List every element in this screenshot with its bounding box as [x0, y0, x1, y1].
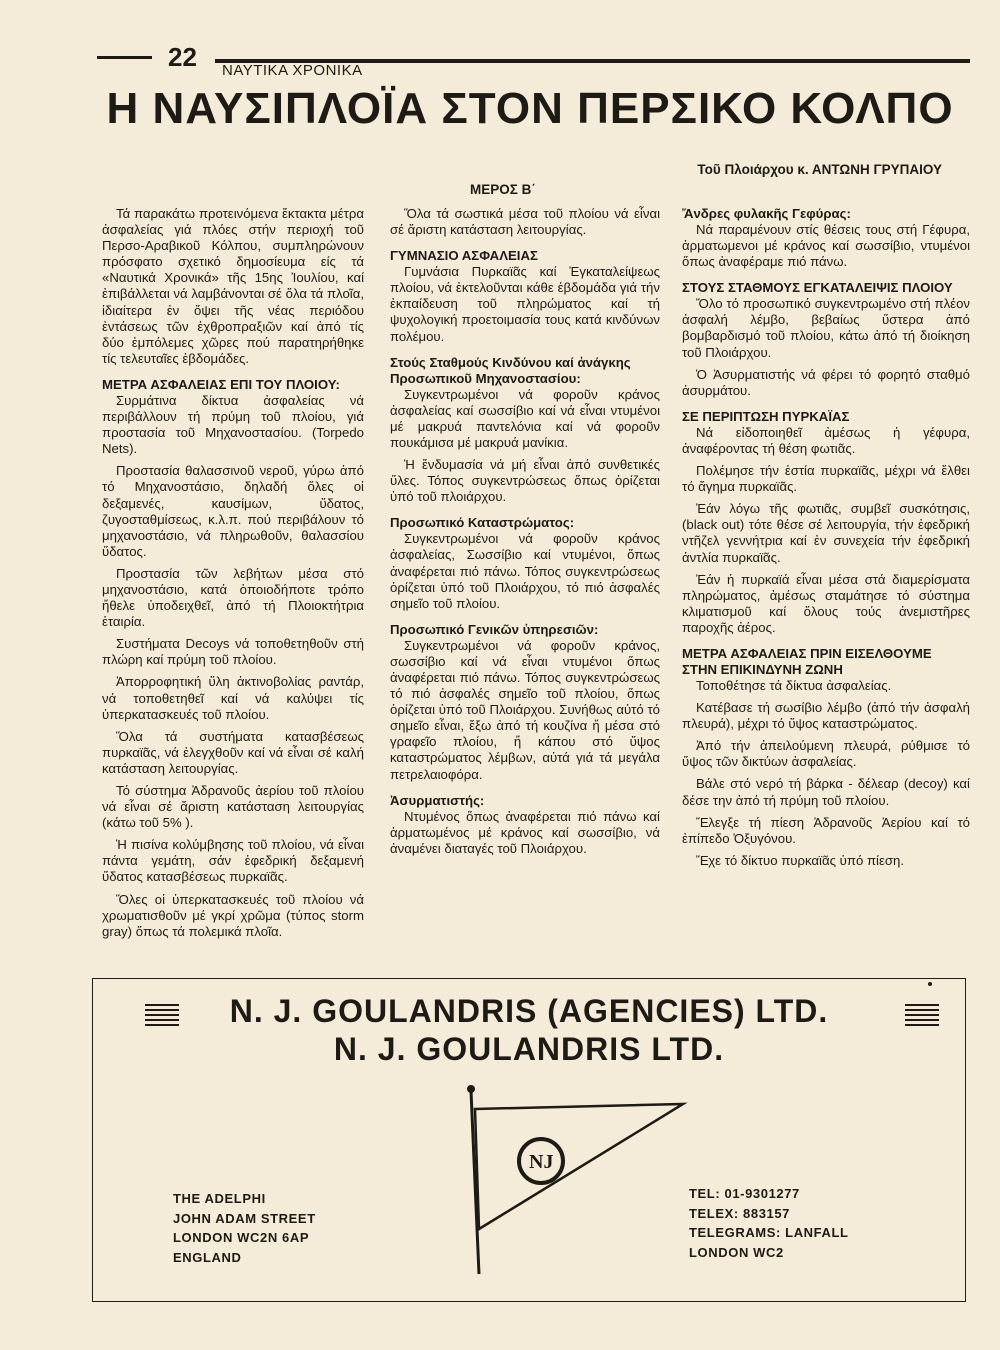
section-heading: ΓΥΜΝΑΣΙΟ ΑΣΦΑΛΕΙΑΣ: [390, 248, 538, 264]
address-line: THE ADELPHI: [173, 1191, 266, 1206]
article-part: ΜΕΡΟΣ Β΄: [470, 182, 536, 197]
address-line: JOHN ADAM STREET: [173, 1210, 316, 1226]
contact-line: TELEX: 883157: [689, 1205, 791, 1221]
logo-letters: NJ: [529, 1151, 554, 1173]
paragraph: Νά εἰδοποιηθεῖ ἀμέσως ἡ γέφυρα, ἀναφέροντας τή θέση φωτιᾶς.: [682, 424, 970, 456]
paragraph: Ντυμένος ὅπως ἀναφέρεται πιό πάνω καί ἁρματωμένος μέ κράνος καί σωσσίβιο, νά ἀναμένει διαταγές τοῦ Πλοιάρχου.: [390, 808, 660, 856]
paragraph: Ἐάν ἡ πυρκαϊά εἶναι μέσα στά διαμερίσματα πληρώματος, ἀμέσως σταμάτησε τό σύστημα κλιματισμοῦ καί ὅλους τούς ἀνεμιστῆρες παροχῆς ἀέρος.: [682, 571, 970, 635]
article-author: Τοῦ Πλοιάρχου κ. ΑΝΤΩΝΗ ΓΡΥΠΑΙΟΥ: [697, 162, 942, 177]
paragraph: Κατέβασε τή σωσίβιο λέμβο (ἀπό τήν ἀσφαλή πλευρά), μέχρι τό ὕψος καταστρώματος.: [682, 700, 970, 732]
section-heading: Ἀσυρματιστής:: [390, 792, 485, 808]
paragraph: Προστασία θαλασσινοῦ νεροῦ, γύρω ἀπό τό Μηχανοστάσιο, δηλαδή ὅλες οἱ δεξαμενές, καυσίμων, ὕδατος, ζυγοσταθμίσεως, κ.λ.π. πού περιβάλουν τό μηχανοστάσιο, νά πληρωθοῦν, θαλασσίου ὕδατος.: [102, 463, 364, 559]
paragraph: Συγκεντρωμένοι νά φοροῦν κράνος ἀσφαλείας, Σωσσίβιο καί ντυμένοι, ὅπως ἀναφέρεται πιό πάνω. Τόπος συγκεντρώσεως ὁρίζεται ὑπό τοῦ Πλοιάρχου, τό πιό ἀσφαλές σημεῖο τοῦ πλοίου.: [390, 531, 660, 611]
paragraph: Πολέμησε τήν ἑστία πυρκαϊᾶς, μέχρι νά ἔλθει τό ἄγημα πυρκαϊᾶς.: [682, 463, 970, 495]
paragraph: Ὅλα τά σωστικά μέσα τοῦ πλοίου νά εἶναι σέ ἄριστη κατάσταση λειτουργίας.: [390, 206, 660, 238]
intro-paragraph: Τά παρακάτω προτεινόμενα ἔκτακτα μέτρα ἀσφαλείας γιά πλόες στήν περιοχή τοῦ Περσο-Αραβικοῦ Κόλπου, συμπληρώνουν πρόσφατο σχετικό δημοσίευμα είς τά «Ναυτικά Χρονικά» τῆς 15ης Ἰουλίου, καί ἐπιβάλλεται νά λαμβάνονται σέ ὅλα τά πλοῖα, ἰδιαίτερα ἐν ὄψει τῆς νέας περιόδου ἐντάσεως τῶν ἐχθροπραξιῶν καί ἀπό τίς δύο ἐμπόλεμες χῶρες πού παρατηρήθηκε τίς τελευταῖες ἑβδομάδες.: [102, 206, 364, 366]
contact-line: TELEGRAMS: LANFALL: [689, 1225, 849, 1240]
address-line: LONDON WC2N 6AP: [173, 1230, 310, 1245]
article-column-1: [102, 206, 364, 946]
pennant-flag-logo: [453, 1079, 693, 1279]
paragraph: Ἔλεγξε τή πίεση Ἀδρανοῦς Ἀερίου καί τό ἐπίπεδο Ὀξυγόνου.: [682, 814, 970, 846]
paragraph: Ἐάν λόγω τῆς φωτιᾶς, συμβεῖ συσκότησις, (black out) τότε θέσε σέ λειτουργία, τήν ἐφεδρική ντῆζελ γεννήτρια καί ἐν συνεχεία τήν ἐφεδρική ἀντλία πυρκαϊᾶς.: [682, 501, 970, 565]
paragraph: Γυμνάσια Πυρκαϊᾶς καί Ἐγκαταλείψεως πλοίου, νά ἐκτελοῦνται κάθε ἑβδομάδα γιά τήν ἐκπαίδευση τοῦ πληρώματος καί τή ψυχολογική προετοιμασία τους κατά κινδύνων πολέμου.: [390, 264, 660, 344]
paragraph: Τό σύστημα Ἀδρανοῦς ἀερίου τοῦ πλοίου νά εἶναι σέ ἄριστη κατάσταση λειτουργίας (κάτω τοῦ 5% ).: [102, 783, 364, 831]
article-headline: Η ΝΑΥΣΙΠΛΟΪΑ ΣΤΟΝ ΠΕΡΣΙΚΟ ΚΟΛΠΟ: [106, 84, 954, 133]
article-column-2: [390, 206, 660, 863]
paragraph: Νά παραμένουν στίς θέσεις τους στή Γέφυρα, ἁρματωμενοι μέ κράνος καί σωσσίβιο, ντυμένοι ὅπως ἀναφέραμε πιό πάνω.: [682, 222, 970, 270]
section-heading: Προσωπικό Καταστρώματος:: [390, 515, 575, 531]
paragraph: Βάλε στό νερό τή βάρκα - δέλεαρ (decoy) καί δέσε την ἀπό τή πρύμη τοῦ πλοίου.: [682, 776, 970, 808]
article-column-3: [682, 206, 970, 875]
section-heading: Προσωπικό Γενικῶν ὑπηρεσιῶν:: [390, 621, 599, 637]
paragraph: Ὅλο τό προσωπικό συγκεντρωμένο στή πλέον ἀσφαλή λέμβο, βεβαίως ὕστερα ἀπό βομβαρδισμό τοῦ πλοίου, κάτω ἀπό τή διοίκηση τοῦ Πλοιάρχου.: [682, 296, 970, 360]
page-number: 22: [168, 42, 197, 72]
section-heading: Ἄνδρες φυλακῆς Γεφύρας:: [682, 206, 851, 221]
paragraph: Συγκεντρωμένοι νά φοροῦν κράνος, σωσσίβιο καί νά εἶναι ντυμένοι ὅπως ἀναφέρεται πιό πάνω. Τόπος συγκεντρώσεως τό πιό ἀσφαλές σημεῖο τοῦ πλοίου, ὅπως ὁρίζεται ὑπό τοῦ Πλοιάρχου. Συνήθως αὐτό τό σημεῖο εἶναι, ἔξω ἀπό τή κουζίνα ἤ μέσα στό γραφεῖο πλοίου, ἤ κάπου στό ὕψος καταστρώματος λέμβων, αὐτά γιά τά μεγάλα πετρελαιοφόρα.: [390, 637, 660, 782]
section-heading: Στούς Σταθμούς Κινδύνου καί ἀνάγκης Προσωπικοῦ Μηχανοστασίου:: [390, 354, 631, 386]
paragraph: Συρμάτινα δίκτυα ἀσφαλείας νά περιβάλλουν τή πρύμη τοῦ πλοίου, γιά προστασία τοῦ Μηχανοστασίου. (Torpedo Nets).: [102, 392, 364, 457]
address-line: ENGLAND: [173, 1249, 242, 1265]
paragraph: Ὅλα τά συστήματα κατασβέσεως πυρκαϊᾶς, νά ἐλεγχθοῦν καί νά εἶναι σέ καλή κατάσταση λειτουργίας.: [102, 728, 364, 776]
magazine-title: ΝΑΥΤΙΚΑ ΧΡΟΝΙΚΑ: [222, 62, 363, 79]
contact-line: LONDON WC2: [689, 1244, 784, 1260]
paragraph: Ἡ πισίνα κολύμβησης τοῦ πλοίου, νά εἶναι πάντα γεμάτη, σάν ἐφεδρική δεξαμενή ὕδατος κατασβέσεως πυρκαϊᾶς.: [102, 837, 364, 885]
contact-line: TEL: 01-9301277: [689, 1186, 800, 1201]
ad-company-line-2: N. J. GOULANDRIS LTD.: [333, 1031, 725, 1067]
paragraph: Τοποθέτησε τά δίκτυα ἀσφαλείας.: [696, 677, 892, 693]
paragraph: Ἡ ἔνδυμασία νά μή εἶναι ἀπό συνθετικές ὕλες. Τόπος συγκεντρώσεως ὅπως ὁρίζεται ὑπό τοῦ πλοιάρχου.: [390, 457, 660, 505]
ad-company-line-1: N. J. GOULANDRIS (AGENCIES) LTD.: [229, 993, 829, 1029]
paragraph: Ὅλες οἱ ὑπερκατασκευές τοῦ πλοίου νά χρωματισθοῦν μέ γκρί χρῶμα (τύπος storm gray) ὅπως τά πολεμικά πλοῖα.: [102, 891, 364, 939]
paragraph: Ὁ Ἀσυρματιστής νά φέρει τό φορητό σταθμό ἀσυρμάτου.: [682, 366, 970, 398]
section-heading: ΜΕΤΡΑ ΑΣΦΑΛΕΙΑΣ ΕΠΙ ΤΟΥ ΠΛΟΙΟΥ:: [102, 376, 340, 392]
ad-address: [173, 1189, 316, 1267]
paragraph: Ἀπορροφητική ὕλη ἀκτινοβολίας ραντάρ, νά τοποθετηθεῖ καί νά καλύψει τίς ὑπερκατασκευές τοῦ πλοίου.: [102, 674, 364, 722]
section-heading: ΣΤΟΥΣ ΣΤΑΘΜΟΥΣ ΕΓΚΑΤΑΛΕΙΨΙΣ ΠΛΟΙΟΥ: [682, 280, 953, 296]
section-heading: ΜΕΤΡΑ ΑΣΦΑΛΕΙΑΣ ΠΡΙΝ ΕΙΣΕΛΘΟΥΜΕ ΣΤΗΝ ΕΠΙΚΙΝΔΥΝΗ ΖΩΝΗ: [682, 645, 932, 677]
section-heading: ΣΕ ΠΕΡΙΠΤΩΣΗ ΠΥΡΚΑΪΑΣ: [682, 408, 850, 424]
paragraph: Προστασία τῶν λεβήτων μέσα στό μηχανοστάσιο, κατά ὁποιοδήποτε τρόπο ἤθελε ὑποδειχθεῖ, ἀπό τή Πλοιοκτήτρια ἑταιρία.: [102, 565, 364, 630]
header-rule-left: [97, 56, 152, 59]
paragraph: Ἔχε τό δίκτυο πυρκαϊᾶς ὑπό πίεση.: [696, 852, 904, 868]
paragraph: Συστήματα Decoys νά τοποθετηθοῦν στή πλώρη καί πρύμη τοῦ πλοίου.: [102, 636, 364, 668]
paragraph: Συγκεντρωμένοι νά φοροῦν κράνος ἀσφαλείας καί σωσσίβιο καί νά εἶναι ντυμένοι μέ μακρυά παντελόνια καί νά φοροῦν πουκάμισα μέ μακρυά μανίκια.: [390, 386, 660, 450]
goulandris-advertisement: [92, 978, 966, 1302]
paragraph: Ἀπό τήν ἀπειλούμενη πλευρά, ρύθμισε τό ὕψος τῶν δικτύων ἀσφαλείας.: [682, 738, 970, 770]
ad-contact: [689, 1184, 849, 1262]
